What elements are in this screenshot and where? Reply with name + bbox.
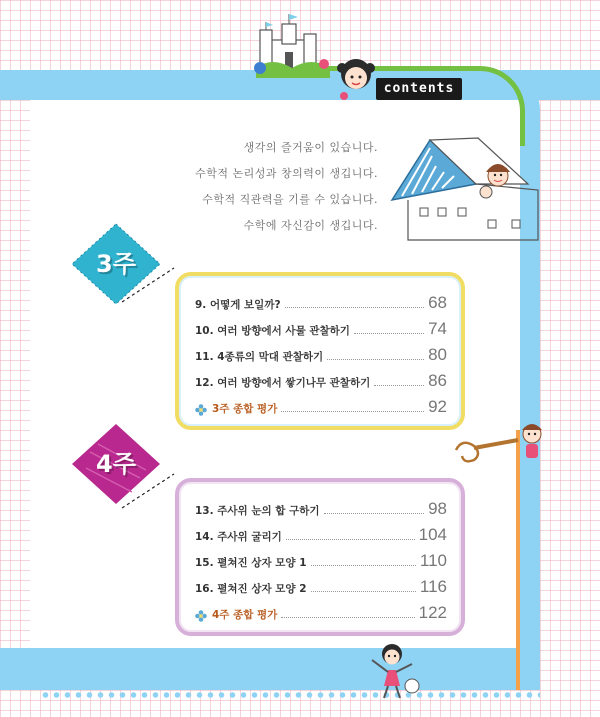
dashed-connector [120,264,176,304]
toc-leader [374,385,424,386]
intro-line: 수학적 직관력을 기를 수 있습니다. [202,193,378,206]
toc-entry-title: 11. 4종류의 막대 관찰하기 [195,351,324,363]
toc-entry[interactable] [195,316,447,338]
flower-icon [195,610,207,622]
toc-entry-page: 92 [428,397,447,416]
toc-entry[interactable] [195,574,447,596]
week4-badge-label: 4주 [96,450,136,478]
dashed-connector [120,470,176,510]
house-icon [378,130,558,252]
toc-entry-page: 98 [428,499,447,518]
intro-text [150,135,378,239]
week3-badge-label: 3주 [96,250,136,278]
castle-icon [252,12,332,78]
toc-entry-page: 74 [428,319,447,338]
toc-leader [354,333,424,334]
toc-entry[interactable] [195,368,447,390]
toc-entry-page: 68 [428,293,447,312]
toc-entry-page: 104 [418,525,447,544]
toc-leader [324,513,425,514]
toc-entry-title: 10. 여러 방향에서 사물 관찰하기 [195,325,350,337]
flower-icon [195,404,207,416]
toc-entry[interactable] [195,290,447,312]
dancing-girl-icon [362,640,432,700]
toc-entry-title: 14. 주사위 굴리기 [195,531,282,543]
toc-leader [286,539,415,540]
toc-entry[interactable] [195,548,447,570]
toc-leader [311,565,416,566]
toc-entry-title: 9. 어떻게 보일까? [195,299,281,311]
toc-entry-title: 16. 펼쳐진 상자 모양 2 [195,583,307,595]
intro-line: 수학에 자신감이 생깁니다. [243,219,378,232]
key-character-icon [452,420,548,472]
toc-entry-title: 3주 종합 평가 [212,403,278,415]
toc-entry-page: 122 [418,603,447,622]
toc-review-entry[interactable] [195,600,447,622]
intro-line: 수학적 논리성과 창의력이 생깁니다. [195,167,378,180]
contents-tag: contents [376,78,462,100]
week4-toc-box [175,478,465,636]
bottom-frame-band [0,648,540,690]
girl-mascot-icon [334,56,378,104]
toc-entry-page: 116 [419,577,447,596]
toc-entry-title: 4주 종합 평가 [212,609,278,621]
toc-review-entry[interactable] [195,394,447,416]
week3-toc-box [175,272,465,430]
toc-leader [285,307,425,308]
toc-leader [281,617,414,618]
toc-entry-title: 12. 여러 방향에서 쌓기나무 관찰하기 [195,377,371,389]
toc-entry-title: 13. 주사위 눈의 합 구하기 [195,505,320,517]
intro-line: 생각의 즐거움이 있습니다. [243,141,378,154]
dotted-border [40,690,540,700]
toc-leader [311,591,416,592]
toc-entry[interactable] [195,342,447,364]
toc-entry-page: 80 [428,345,447,364]
toc-entry-page: 86 [428,371,447,390]
toc-entry-page: 110 [419,551,447,570]
toc-entry-title: 15. 펼쳐진 상자 모양 1 [195,557,307,569]
toc-leader [327,359,424,360]
toc-leader [281,411,424,412]
toc-entry[interactable] [195,522,447,544]
toc-entry[interactable] [195,496,447,518]
